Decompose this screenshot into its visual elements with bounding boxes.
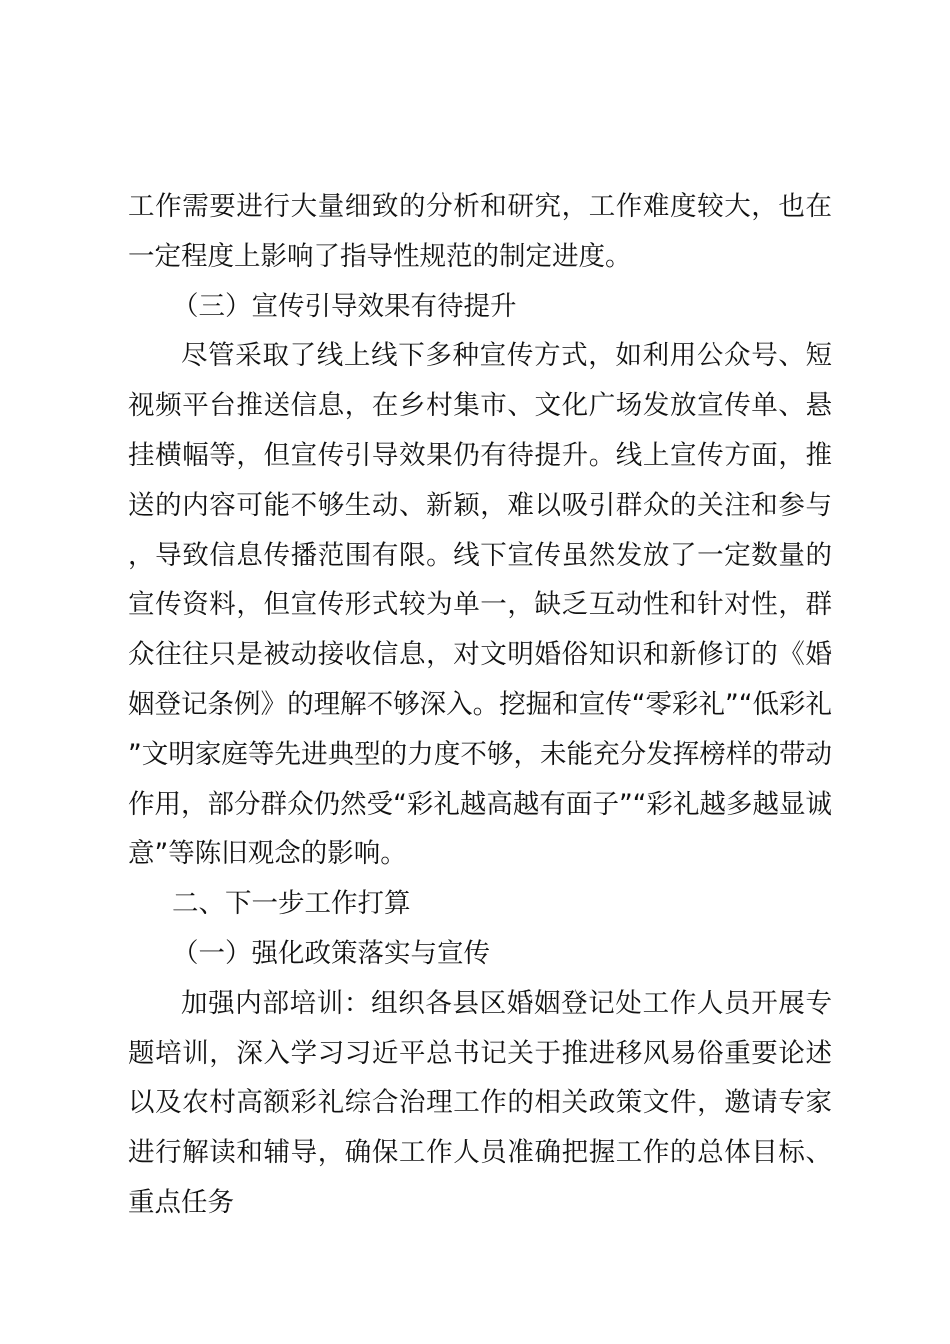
chapter-heading-next-steps: 二、下一步工作打算 bbox=[172, 888, 411, 920]
paragraph-publicity: 尽管采取了线上线下多种宣传方式，如利用公众号、短视频平台推送信息，在乡村集市、文化广场发放宣传单、悬挂横幅等，但宣传引导效果仍有待提升。线上宣传方面，推送的内容可能不够生动、新颖，难以吸引群众的关注和参与，导致信息传播范围有限。线下宣传虽然发放了一定数量的宣传资料，但宣传形式较为单一，缺乏互动性和针对性，群众往往只是被动接收信息，对文明婚俗知识和新修订的《婚姻登记条例》的理解不够深入。挖掘和宣传“零彩礼”“低彩礼”文明家庭等先进典型的力度不够，未能充分发挥榜样的带动作用，部分群众仍然受“彩礼越高越有面子”“彩礼越多越显诚意”等陈旧观念的影响。 bbox=[128, 340, 832, 870]
paragraph-continuation: 工作需要进行大量细致的分析和研究，工作难度较大，也在一定程度上影响了指导性规范的制定进度。 bbox=[128, 191, 832, 272]
document-body bbox=[128, 182, 832, 1228]
section-heading-1: （一）强化政策落实与宣传 bbox=[172, 937, 490, 969]
section-heading-3: （三）宣传引导效果有待提升 bbox=[172, 290, 517, 322]
paragraph-training: 加强内部培训：组织各县区婚姻登记处工作人员开展专题培训，深入学习习近平总书记关于推进移风易俗重要论述以及农村高额彩礼综合治理工作的相关政策文件，邀请专家进行解读和辅导，确保工作人员准确把握工作的总体目标、重点任务 bbox=[128, 987, 832, 1218]
